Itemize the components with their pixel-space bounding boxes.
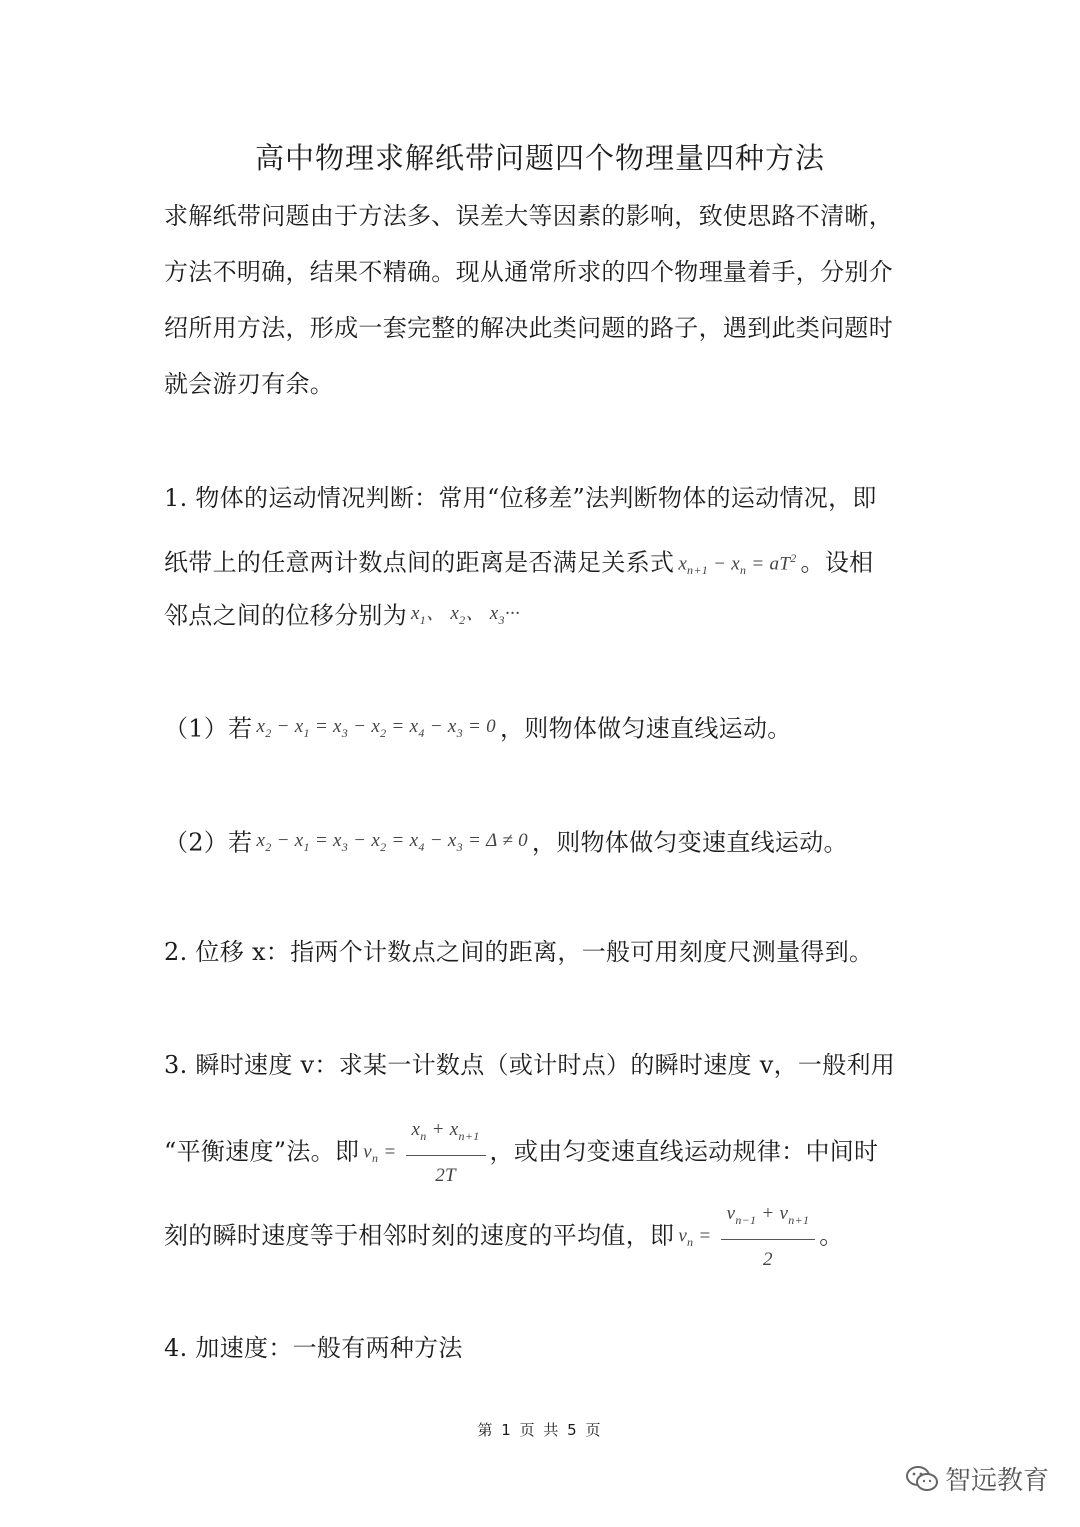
case-2-suffix: ，则物体做匀变速直线运动。 [531,828,848,857]
watermark-brand [905,1460,1049,1497]
page-title: 高中物理求解纸带问题四个物理量四种方法 [254,141,825,175]
section-1-text: 纸带上的任意两计数点间的距离是否满足关系式 [164,548,675,577]
formula-average-velocity: $v_n$ = $\frac{x_n + x_{n+1}}{2T}$ [359,1112,489,1194]
section-1-line-3 [164,596,524,638]
section-3-line-2 [164,1112,878,1194]
case-1-prefix: （1）若 [164,714,253,743]
case-1 [164,709,792,751]
case-2 [164,823,848,865]
section-3-text-2b: ，或由匀变速直线运动规律：中间时 [489,1137,879,1166]
intro-line-2: 方法不明确，结果不精确。现从通常所求的四个物理量着手，分别介 [164,258,893,286]
section-4: 4. 加速度：一般有两种方法 [164,1334,463,1362]
formula-case-1: $x_2 - x_1 = x_3 - x_2 = x_4 - x_3 = 0$ [256,716,496,740]
section-1-line-1: 1. 物体的运动情况判断：常用“位移差”法判断物体的运动情况，即 [164,484,877,512]
section-3-text-3b: 。 [819,1221,844,1250]
section-3-line-3 [164,1196,844,1278]
section-1-line-2 [164,540,873,588]
formula-displacement-difference: $x_{n+1} - x_n = aT^2$ [678,551,797,578]
formula-case-2: $x_2 - x_1 = x_3 - x_2 = x_4 - x_3 = \Delta \ne 0$ [256,830,528,854]
section-1-text-3: 邻点之间的位移分别为 [164,601,407,630]
section-3-line-1: 3. 瞬时速度 v：求某一计数点（或计时点）的瞬时速度 v，一般利用 [164,1051,896,1079]
section-1-text-end: 。设相 [800,548,874,577]
intro-line-1: 求解纸带问题由于方法多、误差大等因素的影响，致使思路不清晰， [164,202,893,230]
case-1-suffix: ，则物体做匀速直线运动。 [499,714,792,743]
formula-mid-velocity: $v_n$ = $\frac{v_{n-1} + v_{n+1}}{2}$ [674,1196,819,1278]
formula-displacements: $x_1$、 $x_2$、 $x_3\cdot\cdot\cdot$ [411,603,521,627]
wechat-icon [905,1465,939,1493]
brand-name: 智远教育 [945,1466,1050,1496]
intro-line-3: 绍所用方法，形成一套完整的解决此类问题的路子，遇到此类问题时 [164,314,893,342]
intro-line-4: 就会游刃有余。 [164,370,335,398]
page-footer: 第 1 页 共 5 页 [477,1421,603,1439]
case-2-prefix: （2）若 [164,828,253,857]
section-3-text-2: “平衡速度”法。即 [164,1137,360,1166]
section-2: 2. 位移 x：指两个计数点之间的距离，一般可用刻度尺测量得到。 [164,938,874,966]
section-3-text-3: 刻的瞬时速度等于相邻时刻的速度的平均值，即 [164,1221,675,1250]
